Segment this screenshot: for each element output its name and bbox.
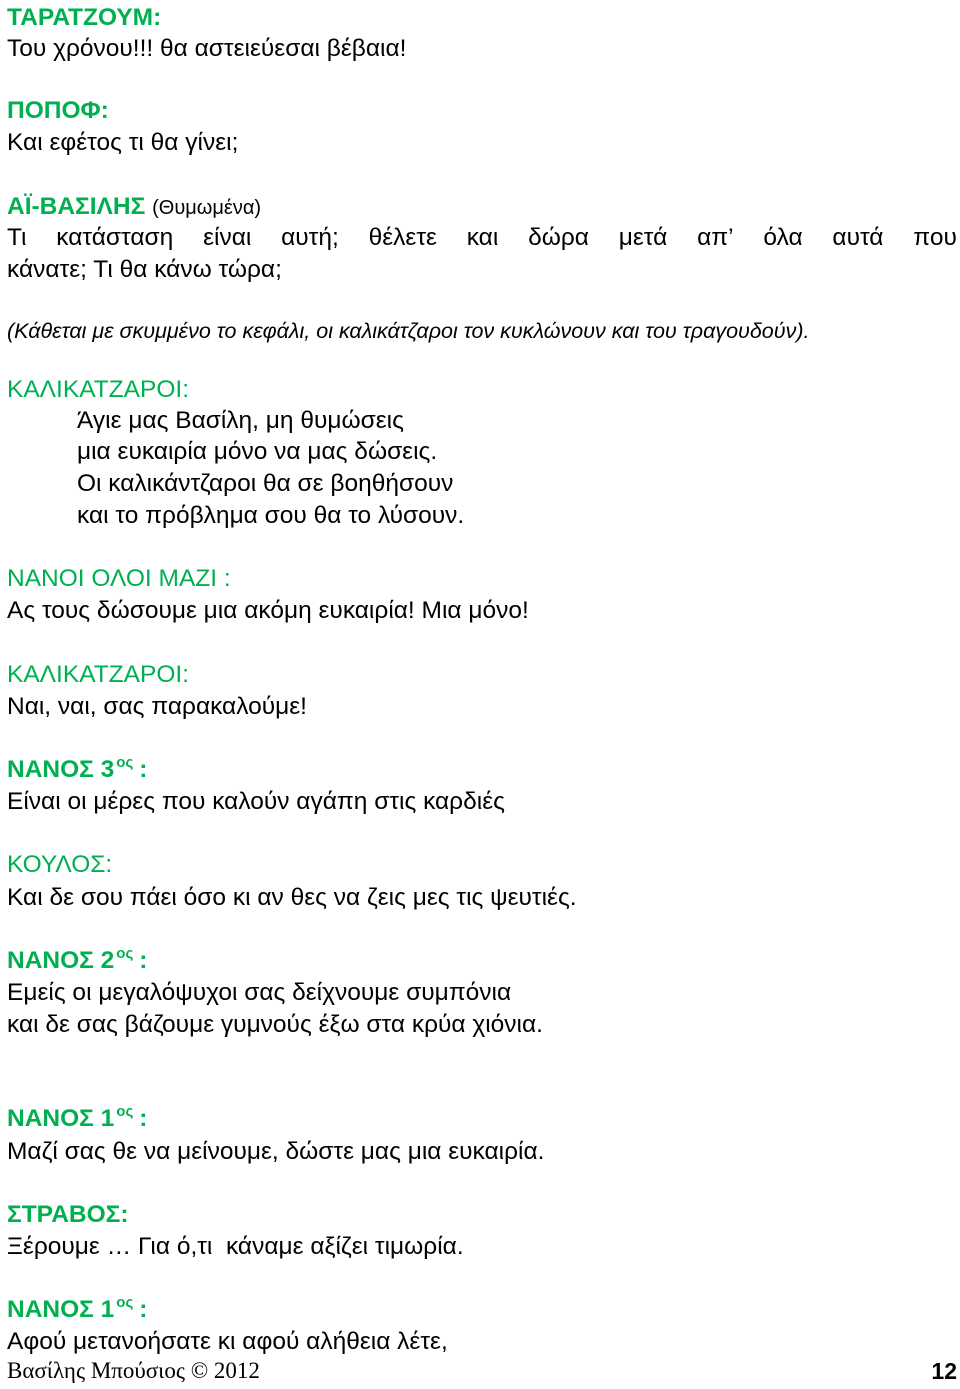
speaker-nanos-1 [7, 1104, 147, 1137]
dialogue-line: και δε σας βάζουμε γυμνούς έξω στα κρύα χιόνια. [7, 1011, 543, 1038]
speaker-name: ΝΑΝΟΣ 1 [7, 1296, 115, 1323]
word: μετά [618, 224, 668, 251]
word: Τι [7, 224, 27, 251]
word: απ’ [697, 224, 734, 251]
dialogue-line: Μαζί σας θε να μείνουμε, δώστε μας μια ευκαιρία. [7, 1138, 545, 1165]
ordinal-suffix: ος [116, 1294, 134, 1311]
page-number: 12 [931, 1357, 957, 1384]
word: αυτή; [281, 224, 339, 251]
speaker-kalikatzaroi: ΚΑΛΙΚΑΤΖΑΡΟΙ: [7, 661, 190, 688]
word: είναι [203, 224, 252, 251]
word: δώρα [528, 224, 589, 251]
dialogue-line: Είναι οι μέρες που καλούν αγάπη στις καρδιές [7, 788, 505, 815]
word: και [466, 224, 499, 251]
word: όλα [763, 224, 803, 251]
speaker-stravos: ΣΤΡΑΒΟΣ: [7, 1201, 129, 1228]
word: θέλετε [368, 224, 437, 251]
speaker-colon: : [139, 756, 148, 783]
dialogue-line: κάνατε; Τι θα κάνω τώρα; [7, 256, 282, 283]
speaker-kalikatzaroi: ΚΑΛΙΚΑΤΖΑΡΟΙ: [7, 376, 190, 403]
dialogue-line: Ναι, ναι, σας παρακαλούμε! [7, 693, 307, 720]
dialogue-line: Και δε σου πάει όσο κι αν θες να ζεις μες τις ψευτιές. [7, 884, 577, 911]
verse-line: και το πρόβλημα σου θα το λύσουν. [77, 502, 465, 529]
ordinal-suffix: ος [116, 945, 134, 962]
speaker-koulos: ΚΟΥΛΟΣ: [7, 851, 113, 878]
dialogue-line: Ας τους δώσουμε μια ακόμη ευκαιρία! Μια μόνο! [7, 597, 529, 624]
speaker-popof: ΠΟΠΟΦ: [7, 97, 109, 124]
speaker-ai-vasilis: ΑΪ-ΒΑΣΙΛΗΣ [7, 193, 146, 220]
speaker-name: ΝΑΝΟΣ 3 [7, 756, 115, 783]
word: αυτά [832, 224, 884, 251]
dialogue-line: Αφού μετανοήσατε κι αφού αλήθεια λέτε, [7, 1328, 448, 1355]
dialogue-line: Εμείς οι μεγαλόψυχοι σας δείχνουμε συμπόνια [7, 979, 512, 1006]
speaker-colon: : [139, 1105, 148, 1132]
speaker-nanos-3 [7, 755, 147, 788]
verse-line: Οι καλικάντζαροι θα σε βοηθήσουν [77, 470, 454, 497]
speaker-taratzoum: ΤΑΡΑΤΖΟΥΜ: [7, 4, 162, 31]
verse-line: Άγιε μας Βασίλη, μη θυμώσεις [77, 407, 404, 434]
dialogue-line-justified [7, 223, 957, 253]
verse-line: μια ευκαιρία μόνο να μας δώσεις. [77, 438, 438, 465]
speaker-name: ΝΑΝΟΣ 1 [7, 1105, 115, 1132]
dialogue-line: Και εφέτος τι θα γίνει; [7, 129, 239, 156]
ordinal-suffix: ος [116, 1103, 134, 1120]
dialogue-line: Ξέρουμε … Για ό,τι κάναμε αξίζει τιμωρία. [7, 1233, 464, 1260]
ordinal-suffix: ος [116, 754, 134, 771]
word: κατάσταση [56, 224, 174, 251]
page-footer [7, 1355, 957, 1387]
footer-author: Βασίλης Μπούσιος © 2012 [7, 1358, 260, 1383]
word: που [913, 224, 957, 251]
speaker-name: ΝΑΝΟΣ 2 [7, 947, 115, 974]
speaker-nanoi-oloi-mazi: ΝΑΝΟΙ ΟΛΟΙ ΜΑΖΙ : [7, 565, 231, 592]
stage-direction-inline: (Θυμωμένα) [152, 197, 262, 219]
speaker-colon: : [139, 1296, 148, 1323]
dialogue-line: Του χρόνου!!! θα αστειεύεσαι βέβαια! [7, 35, 407, 62]
stage-direction: (Κάθεται με σκυμμένο το κεφάλι, οι καλικάτζαροι τον κυκλώνουν και του τραγουδούν). [7, 319, 810, 343]
speaker-nanos-2 [7, 946, 147, 979]
speaker-nanos-1 [7, 1295, 147, 1328]
speaker-line-ai-vasilis [7, 192, 261, 223]
speaker-colon: : [139, 947, 148, 974]
